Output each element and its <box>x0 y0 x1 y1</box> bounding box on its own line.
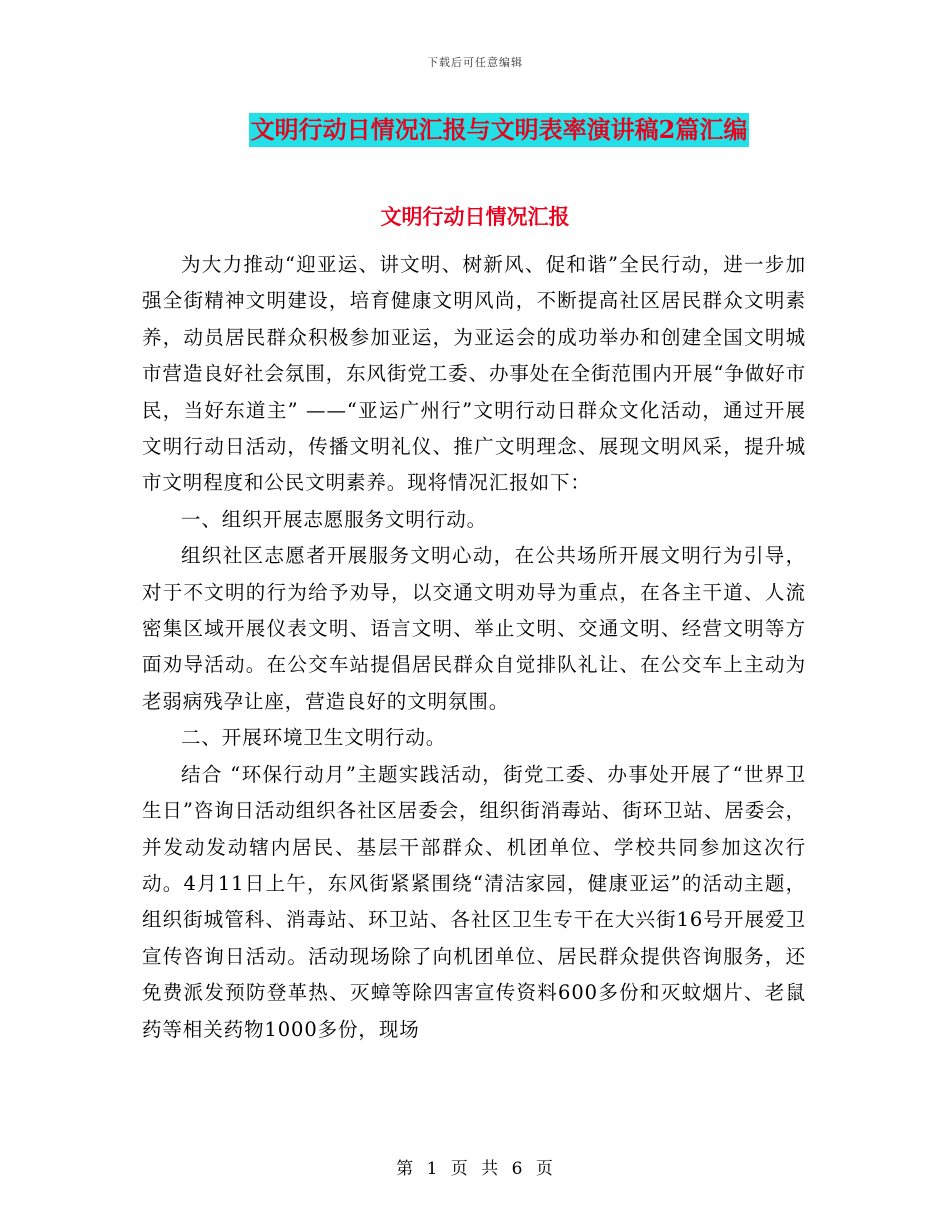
paragraph: 结合 “环保行动月”主题实践活动，街党工委、办事处开展了“世界卫生日”咨询日活动组织各社区居委会，组织街消毒站、街环卫站、居委会，并发动发动辖内居民、基层干部群众、机团单位、学校共同参加这次行动。4月11日上午，东风街紧紧围绕“清洁家园，健康亚运”的活动主题，组织街城管科、消毒站、环卫站、各社区卫生专干在大兴街16号开展爱卫宣传咨询日活动。活动现场除了向机团单位、居民群众提供咨询服务，还免费派发预防登革热、灭蟑等除四害宣传资料600多份和灭蚊烟片、老鼠药等相关药物1000多份，现场 <box>142 762 806 1041</box>
footer-page-word: 页 <box>450 1159 469 1179</box>
current-page-number: 1 <box>426 1159 439 1179</box>
section-title: 文明行动日情况汇报 <box>380 204 570 229</box>
header-note: 下载后可任意编辑 <box>427 56 523 69</box>
paragraph: 为大力推动“迎亚运、讲文明、树新风、促和谐”全民行动，进一步加强全街精神文明建设，培育健康文明风尚，不断提高社区居民群众文明素养，动员居民群众积极参加亚运，为亚运会的成功举办和创建全国文明城市营造良好社会氛围，东风街党工委、办事处在全街范围内开展“争做好市民，当好东道主” ——“亚运广州行”文明行动日群众文化活动，通过开展文明行动日活动，传播文明礼仪、推广文明理念、展现文明风采，提升城市文明程度和公民文明素养。现将情况汇报如下： <box>142 253 806 495</box>
footer-suffix: 页 <box>535 1159 554 1179</box>
total-page-number: 6 <box>511 1159 524 1179</box>
paragraph: 组织社区志愿者开展服务文明心动，在公共场所开展文明行为引导，对于不文明的行为给予劝导，以交通文明劝导为重点，在各主干道、人流密集区域开展仪表文明、语言文明、举止文明、交通文明、经营文明等方面劝导活动。在公交车站提倡居民群众自觉排队礼让、在公交车上主动为老弱病残孕让座，营造良好的文明氛围。 <box>142 544 806 713</box>
section-heading: 一、组织开展志愿服务文明行动。 <box>181 507 488 531</box>
main-title: 文明行动日情况汇报与文明表率演讲稿2篇汇编 <box>249 113 750 147</box>
page-footer <box>0 1154 950 1179</box>
footer-prefix: 第 <box>396 1159 415 1179</box>
document-body <box>142 247 806 1048</box>
footer-total-word: 共 <box>481 1159 500 1179</box>
main-title-container <box>0 113 950 147</box>
section-heading: 二、开展环境卫生文明行动。 <box>181 726 447 750</box>
